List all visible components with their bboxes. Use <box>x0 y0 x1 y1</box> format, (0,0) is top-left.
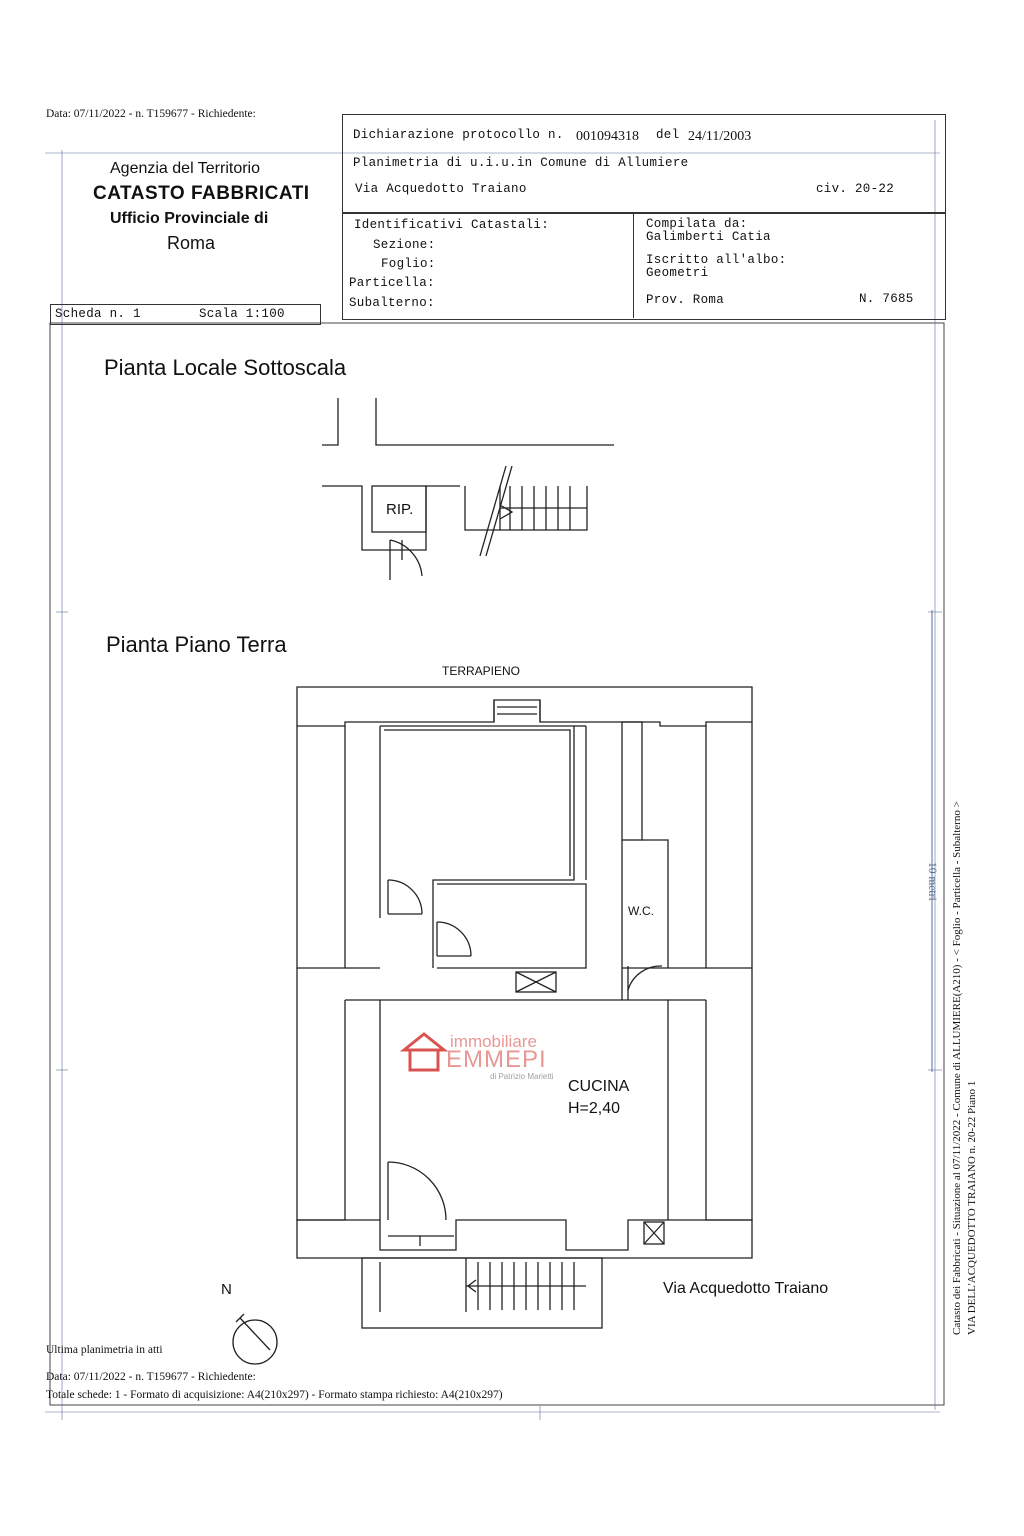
scale-bar-label: 10 metri <box>926 862 938 901</box>
side-note-line-1: Catasto dei Fabbricati - Situazione al 07/11/2022 - Comune di ALLUMIERE(A210) - < Foglio - Particella - Subalterno > <box>951 801 963 1335</box>
agency-line-1: Agenzia del Territorio <box>110 160 261 177</box>
protocol-date: 24/11/2003 <box>688 129 752 144</box>
registered-label: Iscritto all'albo: <box>646 253 787 267</box>
watermark-house-icon <box>404 1034 444 1070</box>
compiled-by-name: Galimberti Catia <box>646 230 771 244</box>
room-label-wc: W.C. <box>628 904 654 918</box>
watermark-line-2: EMMEPI <box>446 1046 547 1073</box>
room-label-kitchen: CUCINA <box>568 1078 630 1095</box>
room-label-rip: RIP. <box>386 501 414 518</box>
footer-totals: Totale schede: 1 - Formato di acquisizione: A4(210x297) - Formato stampa richiesto: A4(210x297) <box>46 1389 503 1401</box>
agency-line-2: CATASTO FABBRICATI <box>93 183 310 204</box>
plan2-title: Pianta Piano Terra <box>106 632 287 657</box>
side-note-line-2: VIA DELL'ACQUEDOTTO TRAIANO n. 20-22 Piano 1 <box>966 1080 978 1335</box>
protocol-date-label: del <box>656 128 680 142</box>
identifiers-divider <box>633 212 634 318</box>
agency-line-3: Ufficio Provinciale di <box>110 210 269 227</box>
plan1-title: Pianta Locale Sottoscala <box>104 355 347 380</box>
identifier-sezione: Sezione: <box>373 238 436 252</box>
identifier-subalterno: Subalterno: <box>349 296 435 310</box>
terrapieno-label: TERRAPIENO <box>442 664 521 678</box>
street-line: Via Acquedotto Traiano <box>355 182 527 196</box>
scheda-number: Scheda n. 1 <box>55 307 141 321</box>
identifier-foglio: Foglio: <box>381 257 436 271</box>
north-label: N <box>221 1281 232 1298</box>
header-request-line: Data: 07/11/2022 - n. T159677 - Richiedente: <box>46 108 256 120</box>
planimetry-line: Planimetria di u.i.u.in Comune di Allumiere <box>353 156 689 170</box>
street-label: Via Acquedotto Traiano <box>663 1280 829 1297</box>
agency-line-4: Roma <box>167 233 216 253</box>
compiled-by-label: Compilata da: <box>646 217 748 231</box>
scale-label: Scala 1:100 <box>199 307 285 321</box>
protocol-number: 001094318 <box>576 129 639 144</box>
footer-data-line: Data: 07/11/2022 - n. T159677 - Richiedente: <box>46 1371 256 1383</box>
kitchen-height: H=2,40 <box>568 1100 621 1117</box>
civic-number: civ. 20-22 <box>816 182 895 196</box>
identifier-particella: Particella: <box>349 276 435 290</box>
footer-last-plan: Ultima planimetria in atti <box>46 1344 163 1356</box>
watermark-line-1: immobiliare <box>450 1032 537 1051</box>
compiler-number: N. 7685 <box>859 292 914 306</box>
registered-value: Geometri <box>646 266 709 280</box>
identifiers-title: Identificativi Catastali: <box>354 218 550 232</box>
protocol-label: Dichiarazione protocollo n. <box>353 128 564 142</box>
compiler-province: Prov. Roma <box>646 293 725 307</box>
watermark-line-3: di Patrizio Marietti <box>490 1072 554 1081</box>
